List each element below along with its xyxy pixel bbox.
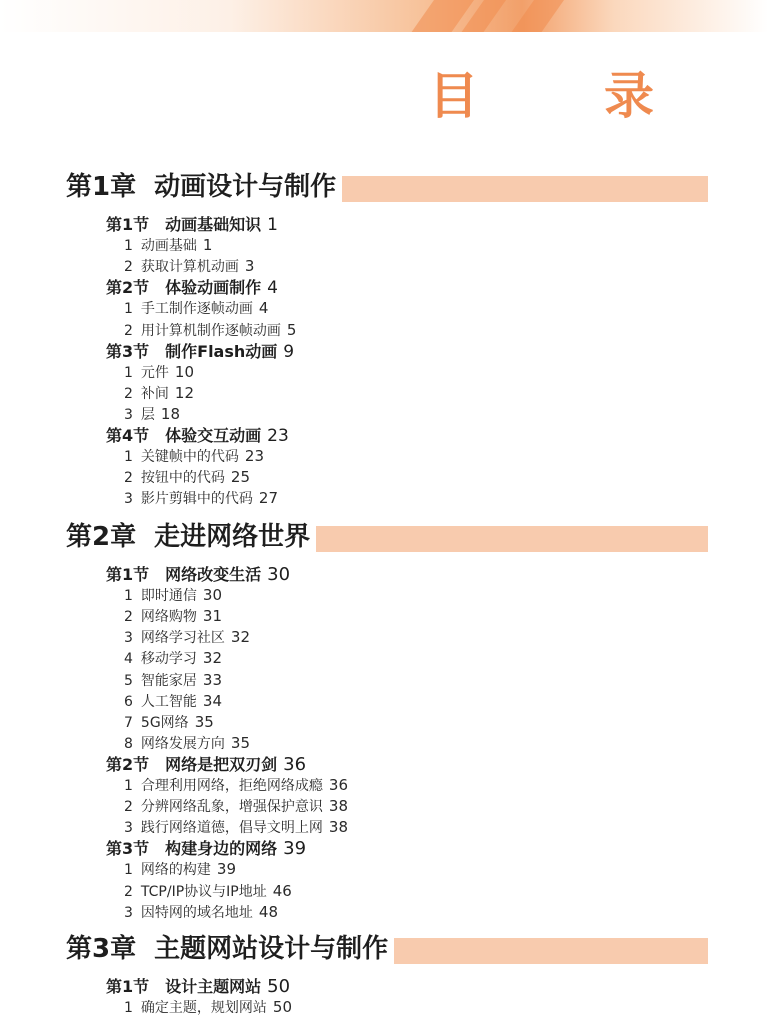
- chapter-title: [66, 520, 316, 554]
- item-number: 1: [124, 1000, 133, 1017]
- item-number: 3: [124, 904, 133, 921]
- page-number: 23: [244, 447, 265, 466]
- item-title: 层: [140, 406, 155, 423]
- page-number: 18: [160, 404, 181, 423]
- section-label: 第1节: [106, 215, 150, 234]
- item-number: 2: [124, 609, 133, 626]
- chapter-label: 第3章: [66, 934, 137, 964]
- item-number: 1: [124, 301, 133, 318]
- item-title: 智能家居: [140, 672, 197, 689]
- item-number: 1: [124, 364, 133, 381]
- page-number: 39: [283, 838, 307, 860]
- page-number: 50: [272, 998, 293, 1017]
- section-title: 设计主题网站: [165, 977, 262, 996]
- item-title: 合理利用网络，拒绝网络成瘾: [140, 778, 323, 794]
- item-number: 3: [124, 491, 133, 508]
- page-number: 32: [202, 649, 223, 668]
- page-number: 39: [216, 860, 237, 879]
- page-number: 25: [230, 468, 251, 487]
- item-number: 2: [124, 883, 133, 900]
- section-label: 第1节: [106, 977, 150, 996]
- section-label: 第2节: [106, 754, 150, 774]
- item-number: 3: [124, 406, 133, 423]
- section-title: 体验交互动画: [165, 426, 262, 445]
- page-number: 46: [272, 881, 292, 900]
- banner-stripe: [499, 0, 571, 32]
- page-number: 33: [202, 670, 223, 689]
- item-number: 2: [124, 385, 133, 402]
- item-number: 2: [124, 799, 133, 816]
- item-title: 关键帧中的代码: [140, 449, 239, 466]
- page-number: 23: [267, 426, 289, 446]
- item-number: 3: [124, 820, 133, 837]
- item-number: 1: [124, 588, 133, 605]
- chapter-name: 动画设计与制作: [154, 172, 337, 202]
- section-label: 第3节: [106, 839, 150, 859]
- item-number: 5: [124, 672, 133, 689]
- page-number: 48: [258, 902, 279, 921]
- page-number: 1: [267, 215, 278, 235]
- item-number: 2: [124, 470, 133, 487]
- page-number: 36: [328, 776, 349, 794]
- chapter-heading: [66, 520, 708, 554]
- page-number: 31: [202, 607, 223, 626]
- page-number: 35: [230, 733, 251, 752]
- page-number: 50: [267, 976, 291, 997]
- section-title: 动画基础知识: [165, 215, 262, 234]
- page-number: 1: [202, 236, 213, 255]
- chapter-name: 走进网络世界: [154, 522, 311, 552]
- item-number: 8: [124, 735, 133, 752]
- item-title: TCP/IP协议与IP地址: [140, 883, 267, 900]
- item-title: 影片剪辑中的代码: [140, 491, 253, 508]
- page-number: 4: [258, 299, 269, 318]
- page-number: 38: [328, 818, 349, 837]
- item-title: 网络的构建: [140, 862, 211, 879]
- item-title: 践行网络道德，倡导文明上网: [140, 820, 323, 837]
- section-label: 第2节: [106, 278, 150, 298]
- item-title: 动画基础: [140, 238, 197, 255]
- section-label: 第4节: [106, 426, 150, 445]
- page-number: 12: [174, 383, 195, 402]
- page-number: 27: [258, 489, 279, 508]
- section-title: 构建身边的网络: [165, 839, 278, 859]
- chapter-heading: [66, 932, 708, 966]
- section-title: 制作Flash动画: [165, 341, 278, 361]
- chapter-label: 第1章: [66, 172, 137, 202]
- page-number: 36: [283, 753, 307, 775]
- item-title: 移动学习: [140, 651, 197, 668]
- item-title: 分辨网络乱象，增强保护意识: [140, 799, 323, 816]
- page-number: 10: [174, 362, 195, 381]
- chapter-heading: [66, 170, 708, 204]
- item-number: 2: [124, 259, 133, 276]
- item-number: 1: [124, 778, 133, 794]
- item-title: 人工智能: [140, 693, 197, 710]
- page-title: 目 录: [428, 67, 708, 125]
- section-label: 第1节: [106, 565, 150, 584]
- item-title: 手工制作逐帧动画: [140, 301, 253, 318]
- page-number: 34: [202, 691, 223, 710]
- item-title: 补间: [140, 385, 169, 402]
- item-title: 5G网络: [140, 714, 189, 731]
- item-title: 网络学习社区: [140, 630, 225, 647]
- page-number: 38: [328, 797, 349, 816]
- item-title: 网络发展方向: [140, 735, 225, 752]
- page-number: 9: [283, 341, 295, 362]
- page-number: 35: [194, 712, 214, 731]
- section-title: 网络是把双刃剑: [165, 754, 278, 774]
- item-number: 3: [124, 630, 133, 647]
- section-title: 网络改变生活: [165, 565, 262, 584]
- page-number: 32: [230, 628, 251, 647]
- page-number: 5: [286, 320, 297, 339]
- item-number: 4: [124, 651, 133, 668]
- item-number: 6: [124, 693, 133, 710]
- header-banner: [0, 0, 768, 32]
- item-number: 1: [124, 238, 133, 255]
- chapter-label: 第2章: [66, 522, 137, 552]
- item-number: 2: [124, 322, 133, 339]
- item-title: 按钮中的代码: [140, 470, 225, 487]
- item-title: 网络购物: [140, 609, 197, 626]
- item-title: 因特网的域名地址: [140, 904, 253, 921]
- item-title: 即时通信: [140, 588, 197, 605]
- section-title: 体验动画制作: [165, 278, 262, 298]
- chapter-title: [66, 170, 342, 204]
- item-number: 1: [124, 862, 133, 879]
- page-number: 30: [267, 564, 291, 585]
- item-number: 7: [124, 714, 133, 731]
- item-title: 用计算机制作逐帧动画: [140, 322, 281, 339]
- chapter-name: 主题网站设计与制作: [154, 934, 389, 964]
- page-number: 4: [267, 278, 278, 299]
- page-number: 30: [202, 586, 223, 605]
- item-title: 确定主题，规划网站: [140, 1000, 267, 1017]
- item-number: 1: [124, 449, 133, 466]
- page-number: 3: [244, 257, 255, 276]
- chapter-title: [66, 932, 394, 966]
- item-title: 获取计算机动画: [140, 259, 239, 276]
- item-title: 元件: [140, 364, 169, 381]
- section-label: 第3节: [106, 341, 150, 361]
